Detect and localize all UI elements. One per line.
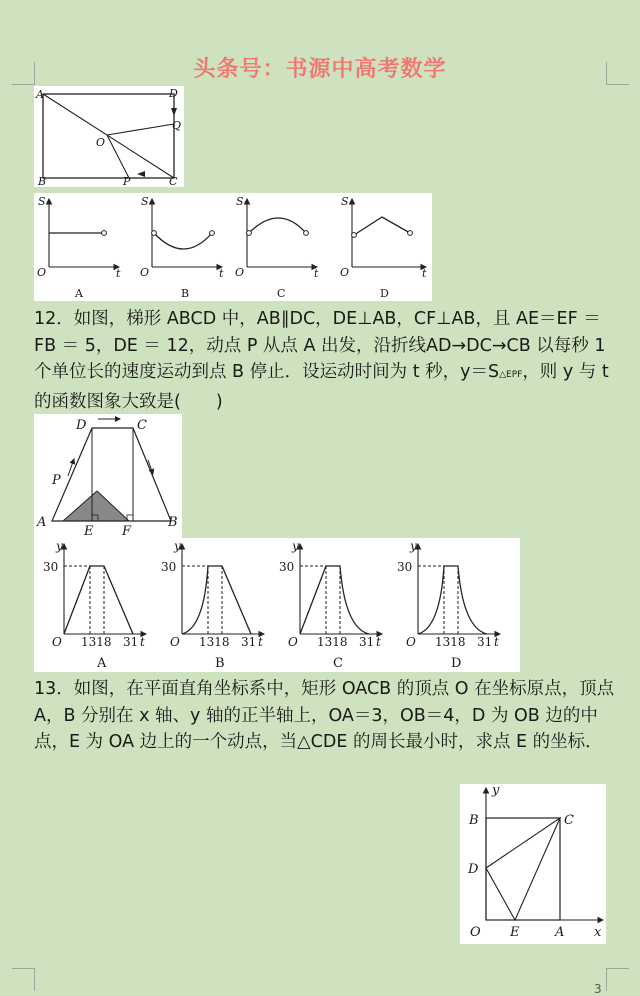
option-graph-D [397, 539, 500, 671]
svg-text:A: A [555, 925, 565, 940]
svg-text:F: F [122, 524, 132, 538]
svg-text:O: O [37, 266, 47, 279]
svg-text:1318: 1318 [81, 635, 112, 649]
svg-text:31: 31 [123, 635, 139, 649]
option-graph-C [279, 539, 382, 671]
svg-text:y: y [174, 539, 181, 553]
option-graph-A [37, 195, 121, 300]
svg-text:t: t [140, 635, 145, 649]
svg-text:O: O [340, 266, 350, 279]
svg-text:E: E [510, 925, 520, 940]
svg-text:P: P [52, 473, 61, 488]
svg-text:y: y [292, 539, 299, 553]
svg-text:t: t [494, 635, 499, 649]
option-graph-B [140, 195, 224, 300]
svg-text:B: B [181, 287, 190, 300]
label-C: C [169, 175, 178, 187]
option-graph-B [161, 539, 264, 671]
svg-text:S: S [236, 195, 244, 208]
svg-text:B: B [168, 515, 178, 530]
figure-coordinate-q13 [460, 784, 606, 944]
svg-text:A: A [97, 656, 107, 671]
svg-text:t: t [376, 635, 381, 649]
svg-text:t: t [422, 267, 427, 280]
svg-text:O: O [235, 266, 245, 279]
svg-text:30: 30 [397, 560, 413, 574]
crop-mark-bottom-left [12, 968, 35, 991]
figure-trapezoid-q12 [34, 414, 182, 538]
label-P: P [123, 175, 131, 187]
svg-text:C: C [137, 418, 147, 433]
svg-text:B: B [469, 813, 479, 828]
svg-text:B: B [215, 656, 225, 671]
figure-rectangle-q11 [34, 86, 184, 187]
svg-text:y: y [492, 784, 500, 798]
svg-text:O: O [52, 635, 62, 649]
svg-text:D: D [380, 287, 389, 300]
svg-text:y: y [56, 539, 63, 553]
svg-text:30: 30 [279, 560, 295, 574]
figure-options-q12 [34, 538, 520, 672]
svg-text:S: S [341, 195, 349, 208]
figure-options-q11 [34, 193, 432, 301]
svg-text:O: O [170, 635, 180, 649]
svg-text:31: 31 [477, 635, 493, 649]
svg-text:y: y [410, 539, 417, 553]
svg-text:t: t [258, 635, 263, 649]
option-graph-C [235, 195, 319, 300]
svg-text:O: O [470, 925, 481, 940]
question-12-text: 12．如图，梯形 ABCD 中，AB∥DC，DE⊥AB，CF⊥AB，且 AE＝EF ＝ FB ＝ 5，DE ＝ 12，动点 P 从点 A 出发，沿折线AD→DC→CB 以每秒 1 个单位长的速度运动到点 B 停止．设运动时间为 t 秒，y＝S△EPF，则 y 与 t 的函数图象大致是( ) [34, 309, 609, 412]
svg-text:30: 30 [43, 560, 59, 574]
svg-text:31: 31 [241, 635, 257, 649]
svg-text:D: D [451, 656, 462, 671]
label-O: O [96, 136, 106, 149]
label-D: D [169, 87, 178, 100]
crop-mark-bottom-right [606, 968, 629, 991]
label-B: B [38, 175, 47, 187]
label-Q: Q [172, 119, 182, 132]
svg-text:31: 31 [359, 635, 375, 649]
svg-text:D: D [468, 862, 479, 877]
svg-text:S: S [141, 195, 149, 208]
svg-text:D: D [76, 418, 87, 433]
svg-text:t: t [116, 267, 121, 280]
option-graph-D [340, 195, 427, 300]
svg-text:1318: 1318 [317, 635, 348, 649]
option-graph-A [43, 539, 146, 671]
svg-text:x: x [594, 925, 602, 940]
svg-text:t: t [219, 267, 224, 280]
svg-text:A: A [37, 515, 47, 530]
svg-text:E: E [84, 524, 94, 538]
header-title: 头条号：书源中高考数学 [193, 57, 447, 82]
svg-text:C: C [333, 656, 343, 671]
svg-text:A: A [75, 287, 83, 300]
svg-text:C: C [564, 813, 574, 828]
svg-text:1318: 1318 [435, 635, 466, 649]
svg-text:C: C [277, 287, 286, 300]
svg-text:O: O [140, 266, 150, 279]
svg-text:30: 30 [161, 560, 177, 574]
svg-text:S: S [38, 195, 46, 208]
svg-text:O: O [406, 635, 416, 649]
label-A: A [36, 88, 44, 101]
svg-text:t: t [314, 267, 319, 280]
svg-text:O: O [288, 635, 298, 649]
question-13-text: 13．如图，在平面直角坐标系中，矩形 OACB 的顶点 O 在坐标原点，顶点 A，B 分别在 x 轴、y 轴的正半轴上，OA＝3，OB＝4，D 为 OB 边的中点，E 为 OA 边上的一个动点，当△CDE 的周长最小时，求点 E 的坐标． [34, 679, 615, 752]
page-number: 3 [594, 982, 602, 996]
svg-text:1318: 1318 [199, 635, 230, 649]
